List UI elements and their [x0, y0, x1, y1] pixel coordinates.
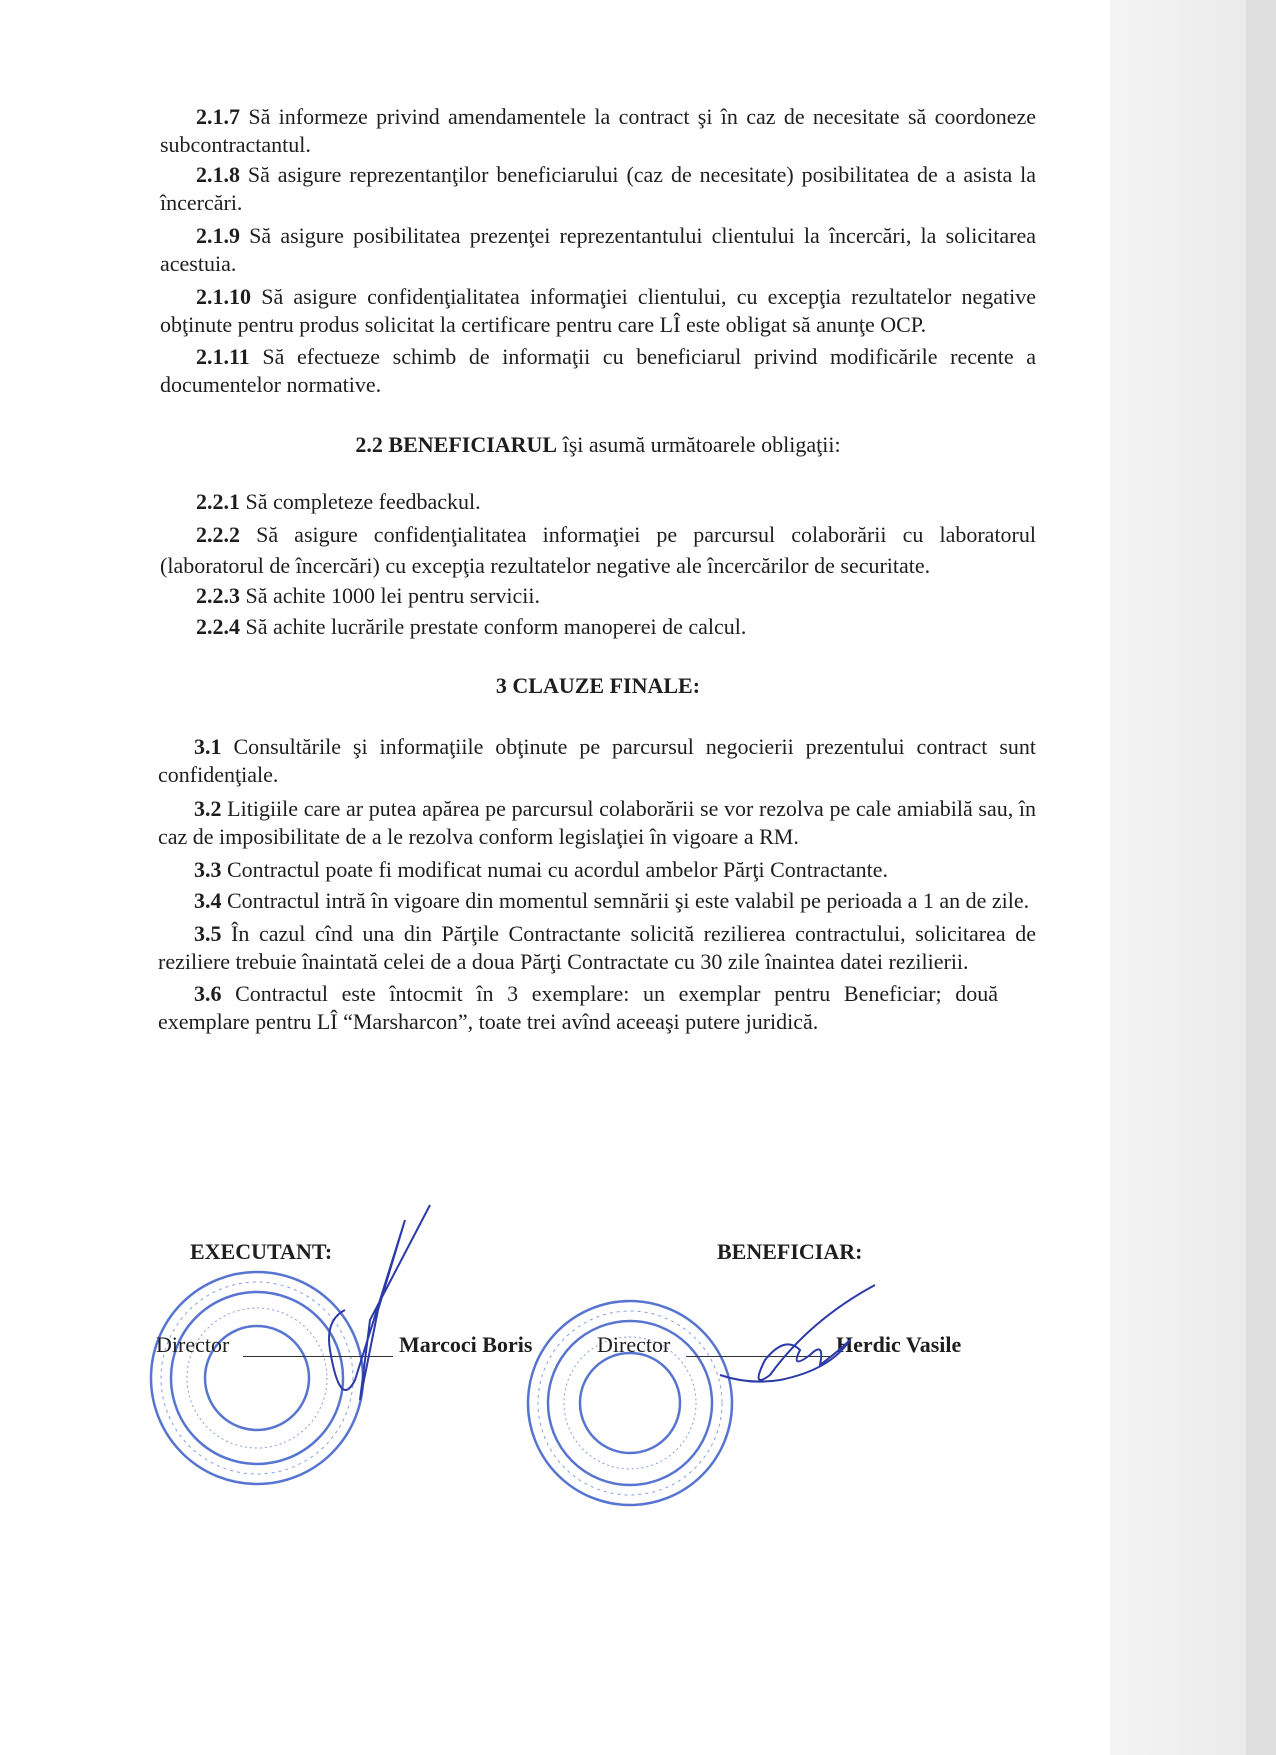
section-heading-2-2: [160, 431, 1036, 459]
clause-2-2-2: [160, 519, 1036, 581]
clause-number: 3.4: [194, 888, 222, 913]
clause-2-1-9: [160, 222, 1036, 278]
scan-edge-dark: [1246, 0, 1276, 1755]
clause-number: 3.6: [194, 981, 222, 1006]
beneficiar-name: Herdic Vasile: [836, 1332, 962, 1357]
executant-name: Marcoci Boris: [399, 1332, 533, 1357]
clause-number: 2.1.9: [196, 223, 240, 248]
clause-2-1-7: [160, 103, 1036, 159]
clause-number: 3.3: [194, 857, 222, 882]
clause-2-1-10: [160, 283, 1036, 339]
clause-text: Să completeze feedbackul.: [245, 489, 481, 514]
clause-text: Să asigure confidenţialitatea informaţiei clientului, cu excepţia rezultatelor negative obţinute pentru produs solicitat la certificare pentru care LÎ este obligat să anunţe OCP.: [160, 284, 1037, 337]
clause-text: Să informeze privind amendamentele la contract şi în caz de necesitate să coordoneze subcontractantul.: [160, 104, 1036, 157]
clause-text: Să efectueze schimb de informaţii cu beneficiarul privind modificările recente a documentelor normative.: [160, 344, 1037, 397]
clause-number: 2.2.4: [196, 614, 240, 639]
clause-2-1-8: [160, 161, 1036, 217]
clause-number: 2.1.11: [196, 344, 250, 369]
clause-text: Litigiile care ar putea apărea pe parcursul colaborării se vor rezolva pe cale amiabilă sau, în caz de imposibilitate de a le rezolva conform legislaţiei în vigoare a RM.: [158, 796, 1036, 849]
clause-text: Să asigure posibilitatea prezenţei reprezentantului clientului la încercări, la solicitarea acestuia.: [160, 223, 1036, 276]
clause-3-4: [158, 887, 1036, 915]
executant-label: EXECUTANT:: [190, 1239, 333, 1264]
clause-text: Să asigure reprezentanţilor beneficiarului (caz de necesitate) posibilitatea de a asista la încercări.: [160, 162, 1037, 215]
heading-rest: îşi asumă următoarele obligaţii:: [562, 432, 841, 457]
clause-2-2-1: [160, 488, 1036, 516]
executant-role: Director: [156, 1332, 230, 1357]
clause-number: 3.1: [194, 734, 222, 759]
heading-bold: 2.2 BENEFICIARUL: [355, 432, 558, 457]
clause-number: 2.1.8: [196, 162, 240, 187]
clause-2-2-3: [160, 582, 1036, 610]
clause-text: Contractul intră în vigoare din momentul semnării şi este valabil pe perioada a 1 an de zile.: [227, 888, 1030, 913]
section-heading-3: 3 CLAUZE FINALE:: [495, 673, 701, 698]
clause-3-3: [158, 856, 1036, 884]
clause-2-1-11: [160, 343, 1036, 399]
clause-3-6: [158, 980, 998, 1036]
clause-text: Să asigure confidenţialitatea informaţiei pe parcursul colaborării cu laboratorul (laboratorul de încercări) cu excepţia rezultatelor negative ale încercărilor de securitate.: [160, 522, 1036, 578]
beneficiar-role: Director: [597, 1332, 671, 1357]
clause-number: 3.5: [194, 921, 222, 946]
clause-number: 2.2.2: [196, 522, 240, 547]
clause-text: Consultările şi informaţiile obţinute pe parcursul negocierii prezentului contract sunt confidenţiale.: [158, 734, 1037, 787]
clause-3-2: [158, 795, 1036, 851]
clause-number: 2.2.3: [196, 583, 240, 608]
clause-3-1: [158, 733, 1036, 789]
clause-text: Să achite lucrările prestate conform manoperei de calcul.: [245, 614, 747, 639]
clause-text: Să achite 1000 lei pentru servicii.: [245, 583, 540, 608]
document-body: [160, 103, 1036, 1036]
clause-text: Contractul poate fi modificat numai cu acordul ambelor Părţi Contractante.: [227, 857, 888, 882]
clause-number: 2.1.10: [196, 284, 251, 309]
clause-number: 3.2: [194, 796, 222, 821]
executant-signature: [300, 1200, 440, 1420]
clause-2-2-4: [160, 613, 1036, 641]
clause-number: 2.2.1: [196, 489, 240, 514]
beneficiar-label: BENEFICIAR:: [717, 1239, 863, 1264]
beneficiar-signature: [690, 1280, 890, 1390]
clause-text: În cazul cînd una din Părţile Contractante solicită rezilierea contractului, solicitarea de reziliere trebuie înaintată celei de a doua Părţi Contractate cu 30 zile înaintea datei rezilierii.: [158, 921, 1036, 974]
clause-text: Contractul este întocmit în 3 exemplare: un exemplar pentru Beneficiar; două exemplare pentru LÎ “Marsharcon”, toate trei avînd aceeaşi putere juridică.: [158, 981, 999, 1034]
clause-3-5: [158, 920, 1036, 976]
clause-number: 2.1.7: [196, 104, 240, 129]
